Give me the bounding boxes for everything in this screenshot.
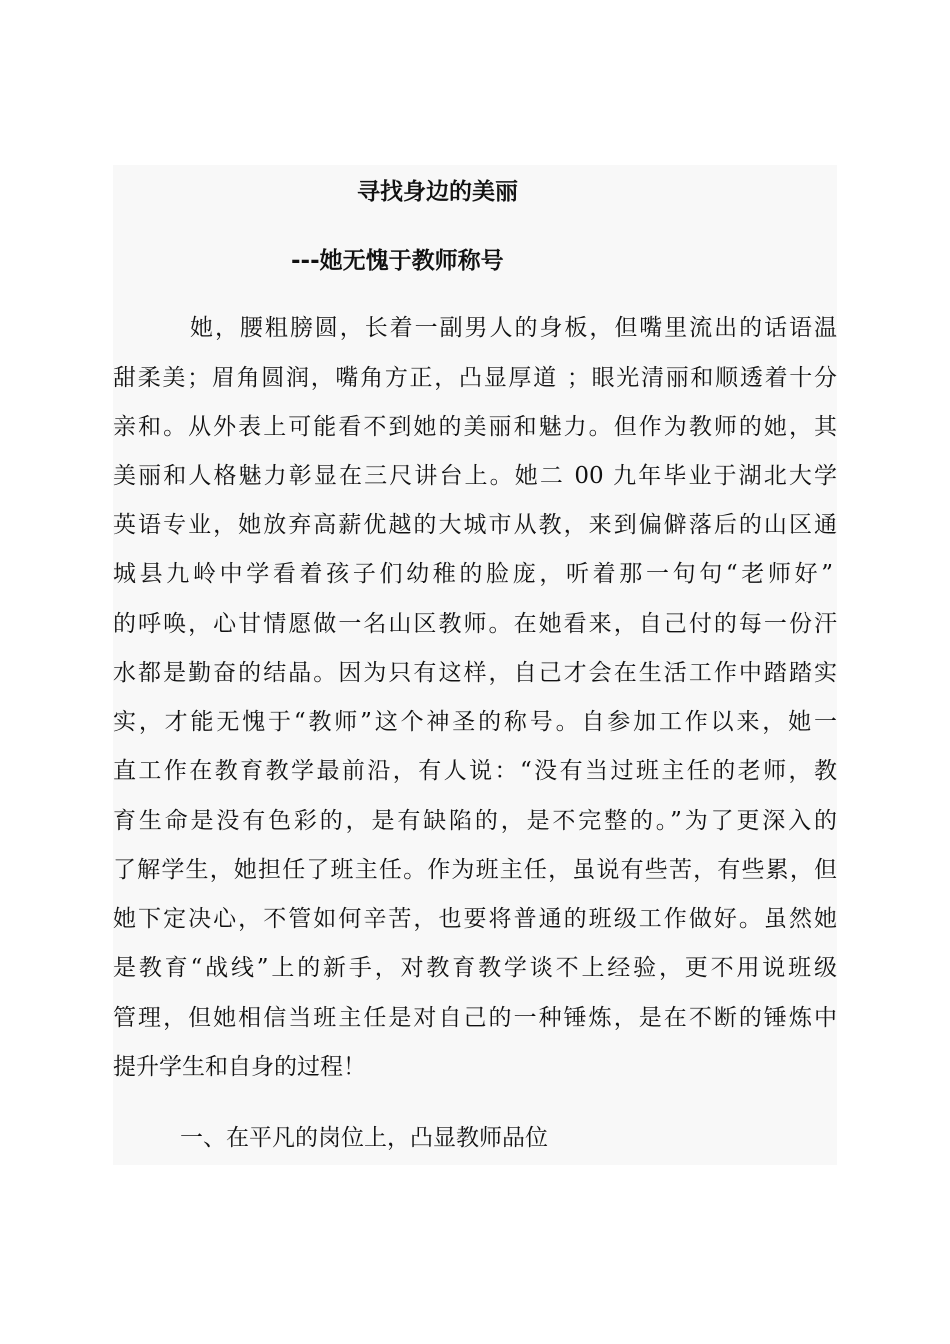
body-line: 直工作在教育教学最前沿，有人说：“没有当过班主任的老师，教 <box>113 758 837 784</box>
body-line: 实，才能无愧于“教师”这个神圣的称号。自参加工作以来，她一 <box>113 709 837 735</box>
section-heading: 一、在平凡的岗位上，凸显教师品位 <box>180 1125 548 1151</box>
document-subtitle: ---她无愧于教师称号 <box>291 248 504 274</box>
document-title: 寻找身边的美丽 <box>357 179 518 205</box>
body-line: 美丽和人格魅力彰显在三尺讲台上。她二 00 九年毕业于湖北大学 <box>113 463 837 489</box>
body-line: 管理，但她相信当班主任是对自己的一种锤炼，是在不断的锤炼中 <box>113 1005 837 1031</box>
body-line: 亲和。从外表上可能看不到她的美丽和魅力。但作为教师的她，其 <box>113 414 837 440</box>
body-line: 提升学生和自身的过程！ <box>113 1054 366 1080</box>
body-line: 是教育“战线”上的新手，对教育教学谈不上经验，更不用说班级 <box>113 955 837 981</box>
body-line: 了解学生，她担任了班主任。作为班主任，虽说有些苦，有些累，但 <box>113 857 837 883</box>
body-line: 城县九岭中学看着孩子们幼稚的脸庞，听着那一句句“老师好” <box>113 561 833 587</box>
body-line: 甜柔美；眉角圆润，嘴角方正，凸显厚道 ；眼光清丽和顺透着十分 <box>113 365 837 391</box>
body-line: 育生命是没有色彩的，是有缺陷的，是不完整的。”为了更深入的 <box>113 808 837 834</box>
body-line: 水都是勤奋的结晶。因为只有这样，自己才会在生活工作中踏踏实 <box>113 660 837 686</box>
body-line: 她，腰粗膀圆，长着一副男人的身板，但嘴里流出的话语温 <box>190 315 837 341</box>
body-line: 英语专业，她放弃高薪优越的大城市从教，来到偏僻落后的山区通 <box>113 512 837 538</box>
body-line: 她下定决心，不管如何辛苦，也要将普通的班级工作做好。虽然她 <box>113 906 837 932</box>
body-line: 的呼唤，心甘情愿做一名山区教师。在她看来，自己付的每一份汗 <box>113 611 837 637</box>
